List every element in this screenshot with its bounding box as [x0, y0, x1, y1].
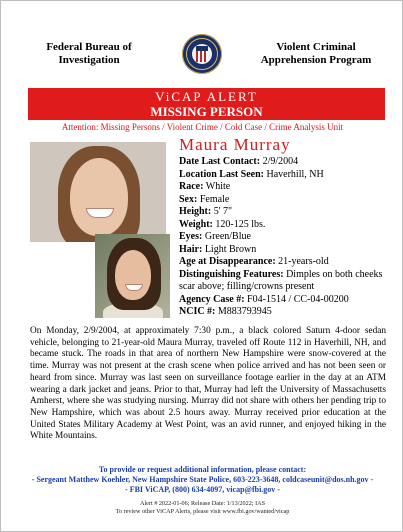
contact-state-police: - Sergeant Matthew Koehler, New Hampshire State Police, 603-223-3648, coldcaseunit@dos.nh.gov -	[31, 475, 374, 484]
program-name	[246, 41, 386, 67]
fact-race: Race: White	[179, 181, 231, 192]
fact-distinguishing-features: Distinguishing Features: Dimples on both cheeks scar above; filling/crowns present	[179, 268, 383, 292]
person-name: Maura Murray	[179, 135, 291, 154]
program-name-line1: Violent Criminal	[276, 41, 356, 53]
fbi-seal-icon	[182, 34, 222, 74]
agency-name-line1: Federal Bureau of	[46, 41, 132, 53]
fact-agency-case-number: Agency Case #: F04-1514 / CC-04-00200	[179, 293, 349, 305]
alert-banner-title: ViCAP ALERT	[155, 89, 258, 104]
vicap-website-note: To review other ViCAP Alerts, please visit www.fbi.gov/wanted/vicap	[115, 508, 290, 515]
agency-name	[19, 41, 159, 67]
poster-header	[1, 1, 403, 87]
alert-banner-subtitle: MISSING PERSON	[150, 104, 263, 119]
contact-intro: To provide or request additional information, please contact:	[98, 465, 307, 474]
alert-release-info: Alert # 2022-01-06; Release Date: 1/13/2022; IAS	[139, 500, 266, 507]
alert-banner	[28, 88, 385, 120]
program-name-line2: Apprehension Program	[260, 54, 372, 66]
missing-person-photo-1	[30, 142, 166, 242]
fact-weight: Weight: 120-125 lbs.	[179, 218, 266, 230]
fact-hair: Hair: Light Brown	[179, 243, 257, 255]
fact-location-last-seen: Location Last Seen: Haverhill, NH	[179, 168, 324, 180]
person-details	[179, 156, 389, 319]
case-description: On Monday, 2/9/2004, at approximately 7:30 p.m., a black colored Saturn 4-door sedan vehicle, belonging to 21-year-old Maura Murray, traveled off Route 112 in Haverhill, NH, and became stuck. The roads in that area of northern New Hampshire were snow-covered at the time. Murray was not present at the crash scene when police arrived and has not been seen or heard from since. Murray was last seen on surveillance footage earlier in the day at an ATM wearing a dark jacket and jeans. Prior to that, Murray had left the University of Massachusetts Amherst, where she was studying nursing. Murray did not share with others her pending trip to New Hampshire, which was about 2.5 hours away. Murray received prior education at the United States Military Academy at West Point, was an avid runner, and enjoyed hiking in the White Mountains.	[30, 326, 386, 442]
attention-line: Attention: Missing Persons / Violent Crime / Cold Case / Crime Analysis Unit	[61, 122, 344, 132]
fact-height: Height: 5' 7"	[179, 206, 233, 217]
fact-age-at-disappearance: Age at Disappearance: 21-years-old	[179, 256, 329, 267]
fact-eyes: Eyes: Green/Blue	[179, 231, 251, 242]
agency-name-line2: Investigation	[58, 54, 120, 66]
contact-info	[1, 465, 403, 495]
fact-date-last-contact: Date Last Contact: 2/9/2004	[179, 156, 299, 167]
missing-person-photo-2	[95, 234, 170, 318]
contact-fbi-vicap: - FBI ViCAP, (800) 634-4097, vicap@fbi.gov -	[125, 485, 280, 494]
fact-sex: Sex: Female	[179, 193, 230, 205]
fact-ncic-number: NCIC #: M883793945	[179, 306, 272, 317]
poster-footer	[1, 500, 403, 516]
